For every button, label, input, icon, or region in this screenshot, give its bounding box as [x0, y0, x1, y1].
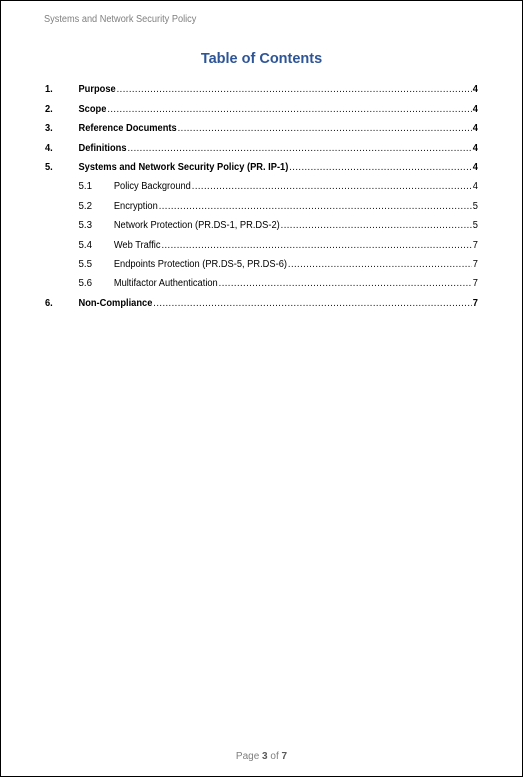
toc-entry-number: 1.	[45, 84, 53, 96]
toc-entry-web-traffic[interactable]	[45, 235, 478, 254]
toc-entry-purpose[interactable]	[45, 80, 478, 99]
toc-entry-label: Reference Documents	[78, 123, 177, 135]
toc-dot-leader	[178, 123, 472, 134]
footer-prefix: Page	[235, 751, 263, 762]
toc-entry-label: Web Traffic	[113, 239, 161, 251]
toc-dot-leader	[219, 278, 472, 289]
toc-entry-non-compliance[interactable]	[45, 293, 478, 312]
toc-entry-multifactor-authentication[interactable]	[45, 274, 478, 293]
toc-entry-page: 4	[472, 103, 478, 115]
total-page-count: 7	[281, 751, 288, 762]
toc-entry-number: 5.1	[78, 180, 93, 193]
toc-entry-scope[interactable]	[45, 99, 478, 118]
toc-entry-label: Endpoints Protection (PR.DS-5, PR.DS-6)	[113, 258, 287, 270]
toc-entry-reference-documents[interactable]	[45, 119, 478, 138]
toc-entry-definitions[interactable]	[45, 138, 478, 157]
toc-entry-number: 5.6	[78, 277, 93, 290]
toc-entry-encryption[interactable]	[45, 196, 478, 215]
toc-entry-page: 5	[472, 220, 478, 232]
toc-entry-security-policy[interactable]	[45, 158, 478, 177]
toc-dot-leader	[161, 240, 471, 251]
toc-entry-label: Multifactor Authentication	[113, 278, 218, 290]
footer-middle: of	[267, 751, 282, 762]
page-footer	[1, 751, 522, 762]
table-of-contents	[45, 80, 478, 313]
toc-entry-label: Encryption	[113, 200, 158, 212]
running-header: Systems and Network Security Policy	[44, 14, 197, 25]
toc-entry-number: 5.2	[78, 199, 93, 212]
toc-dot-leader	[107, 104, 471, 115]
toc-entry-label: Scope	[78, 103, 107, 115]
toc-dot-leader	[281, 220, 472, 231]
current-page-number: 3	[262, 751, 268, 762]
toc-dot-leader	[289, 162, 472, 173]
toc-entry-number: 4.	[45, 142, 53, 154]
toc-entry-page: 4	[472, 181, 478, 193]
toc-title: Table of Contents	[200, 51, 323, 67]
toc-entry-number: 6.	[45, 297, 53, 309]
toc-entry-page: 7	[472, 258, 478, 270]
toc-entry-page: 4	[472, 123, 478, 135]
toc-dot-leader	[288, 259, 472, 270]
toc-entry-page: 7	[472, 278, 478, 290]
toc-entry-number: 5.5	[78, 257, 93, 270]
toc-dot-leader	[117, 84, 472, 95]
toc-entry-number: 3.	[45, 123, 53, 135]
toc-entry-network-protection[interactable]	[45, 216, 478, 235]
toc-entry-label: Policy Background	[113, 181, 191, 193]
toc-entry-page: 7	[472, 239, 478, 251]
toc-entry-label: Definitions	[78, 142, 127, 154]
toc-entry-page: 7	[472, 297, 478, 309]
toc-entry-number: 5.4	[78, 238, 93, 251]
toc-entry-page: 4	[472, 161, 478, 173]
toc-entry-page: 4	[472, 84, 478, 96]
toc-entry-policy-background[interactable]	[45, 177, 478, 196]
toc-entry-endpoints-protection[interactable]	[45, 255, 478, 274]
toc-dot-leader	[127, 143, 471, 154]
toc-dot-leader	[153, 298, 471, 309]
toc-entry-label: Network Protection (PR.DS-1, PR.DS-2)	[113, 220, 280, 232]
toc-entry-label: Non-Compliance	[78, 297, 153, 309]
toc-entry-number: 5.3	[78, 219, 93, 232]
toc-entry-number: 2.	[45, 103, 53, 115]
toc-dot-leader	[192, 181, 472, 192]
toc-entry-label: Systems and Network Security Policy (PR. IP-1)	[78, 161, 289, 173]
toc-entry-page: 5	[472, 200, 478, 212]
toc-dot-leader	[159, 201, 472, 212]
toc-entry-number: 5.	[45, 161, 53, 173]
toc-entry-label: Purpose	[78, 84, 116, 96]
toc-entry-page: 4	[472, 142, 478, 154]
